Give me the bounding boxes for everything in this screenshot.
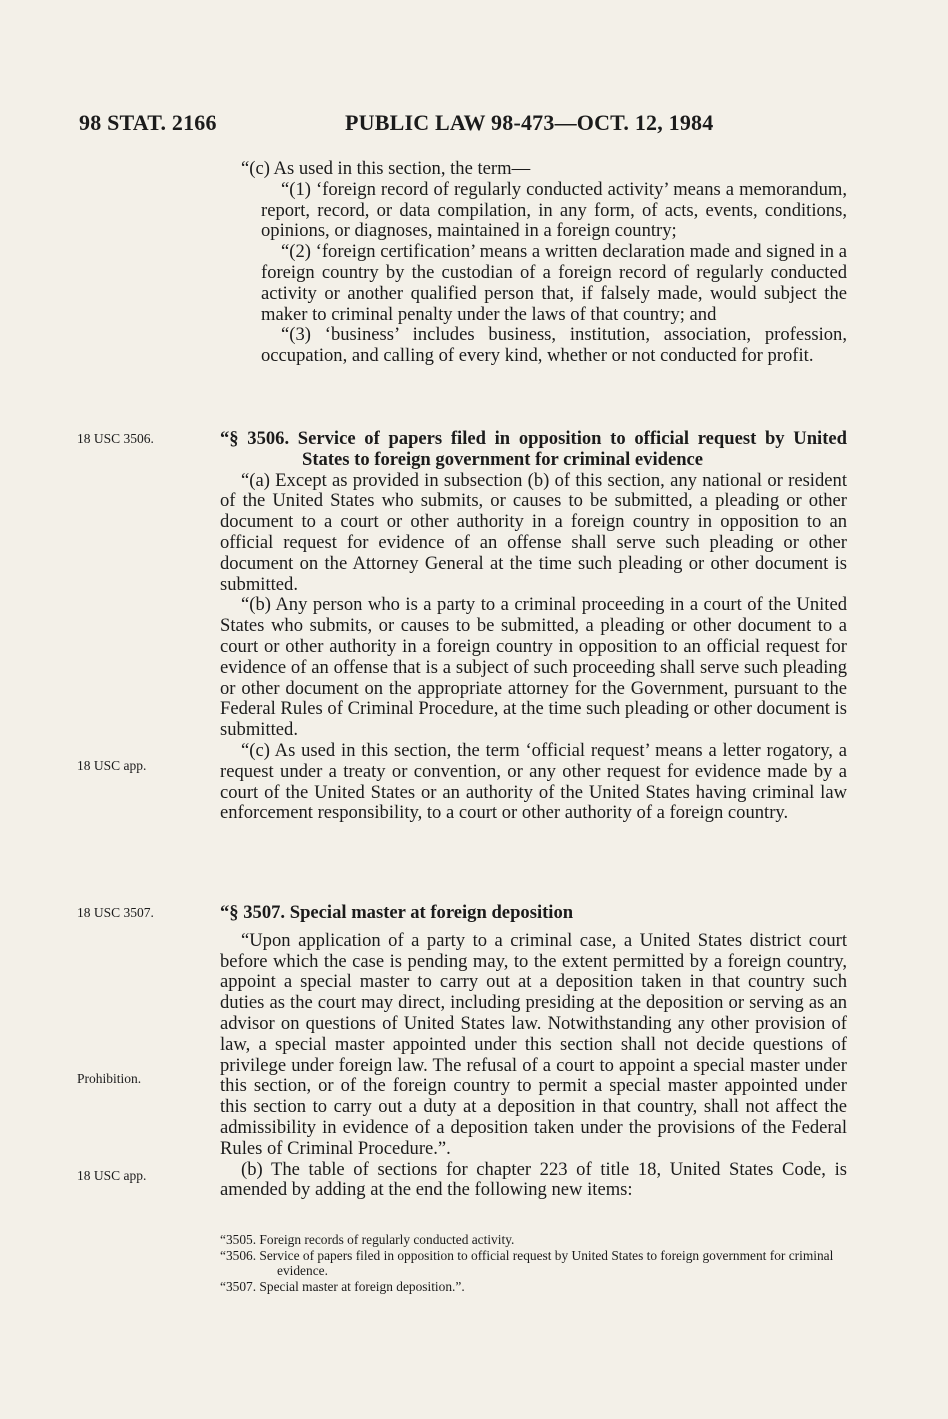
margin-note-18-usc-3507: 18 USC 3507. (77, 905, 154, 920)
paragraph-c1: “(1) ‘foreign record of regularly conducted activity’ means a memorandum, report, record, or data compilation, in any form, of acts, events, conditions, opinions, or diagnoses, maintained in a foreign country; (261, 178, 847, 242)
paragraph-c-intro: “(c) As used in this section, the term— (241, 158, 531, 179)
section-3506-c: “(c) As used in this section, the term ‘official request’ means a letter rogatory, a request under a treaty or convention, or any other request for evidence made by a court of the United States or an authority of the United States having criminal law enforcement responsibility, to a court or other authority of a foreign country. (220, 739, 847, 824)
margin-note-18-usc-3506: 18 USC 3506. (77, 431, 154, 446)
paragraph-c2: “(2) ‘foreign certification’ means a written declaration made and signed in a foreign country by the custodian of a foreign record of regularly conducted activity or another qualified person that, if falsely made, would subject the maker to criminal penalty under the laws of that country; and (261, 241, 847, 325)
list-item: “3505. Foreign records of regularly conducted activity. (220, 1232, 515, 1247)
paragraph-c3: “(3) ‘business’ includes business, institution, association, profession, occupation, and calling of every kind, whether or not conducted for profit. (261, 324, 847, 367)
section-3507-heading: “§ 3507. Special master at foreign deposition (220, 902, 574, 923)
running-header: PUBLIC LAW 98-473—OCT. 12, 1984 (345, 110, 714, 135)
margin-note-18-usc-app: 18 USC app. (77, 1168, 147, 1183)
section-3507-body: “Upon application of a party to a criminal case, a United States district court before which the case is pending may, to the extent permitted by a foreign country, appoint a special master to carry out at a deposition taken in that country such duties as the court may direct, including presiding at the deposition or serving as an advisor on questions of United States law. Notwithstanding any other provision of law, a special master appointed under this section shall not decide questions of privilege under foreign law. The refusal of a court to appoint a special master under this section, or of the foreign country to permit a special master appointed under this section to carry out a duty at a deposition in that country, shall not affect the admissibility in evidence of a deposition taken under the provisions of the Federal Rules of Criminal Procedure.”. (220, 929, 847, 1159)
margin-note-18-usc-app: 18 USC app. (77, 758, 147, 773)
list-item: “3507. Special master at foreign deposition.”. (220, 1279, 465, 1294)
list-item: “3506. Service of papers filed in opposition to official request by United States to foreign government for criminal evidence. (220, 1248, 834, 1278)
section-3506-a: “(a) Except as provided in subsection (b) of this section, any national or resident of the United States who submits, or causes to be submitted, a pleading or other document to a court or other authority in a foreign country in opposition to an official request for evidence of an offense shall serve such pleading or other document on the Attorney General at the time such pleading or other document is submitted. (220, 469, 847, 595)
section-3506-b: “(b) Any person who is a party to a criminal proceeding in a court of the United States who submits, or causes to be submitted, a pleading or other document to a court or other authority in a foreign country in opposition to an official request for evidence of an offense that is a subject of such proceeding shall serve such pleading or other document on the appropriate attorney for the Government, pursuant to the Federal Rules of Criminal Procedure, at the time such pleading or other document is submitted. (220, 594, 847, 741)
margin-note-prohibition: Prohibition. (77, 1071, 142, 1086)
section-3506 (220, 429, 847, 824)
section-3506-heading: “§ 3506. Service of papers filed in opposition to official request by United States to foreign government for criminal evidence (220, 428, 847, 470)
definitions-block (220, 159, 847, 367)
section-3507 (220, 903, 847, 1201)
statute-page-number: 98 STAT. 2166 (79, 110, 217, 135)
table-of-sections-items (220, 1232, 847, 1294)
table-amendment-text: (b) The table of sections for chapter 223 of title 18, United States Code, is amended by adding at the end the following new items: (220, 1158, 847, 1201)
